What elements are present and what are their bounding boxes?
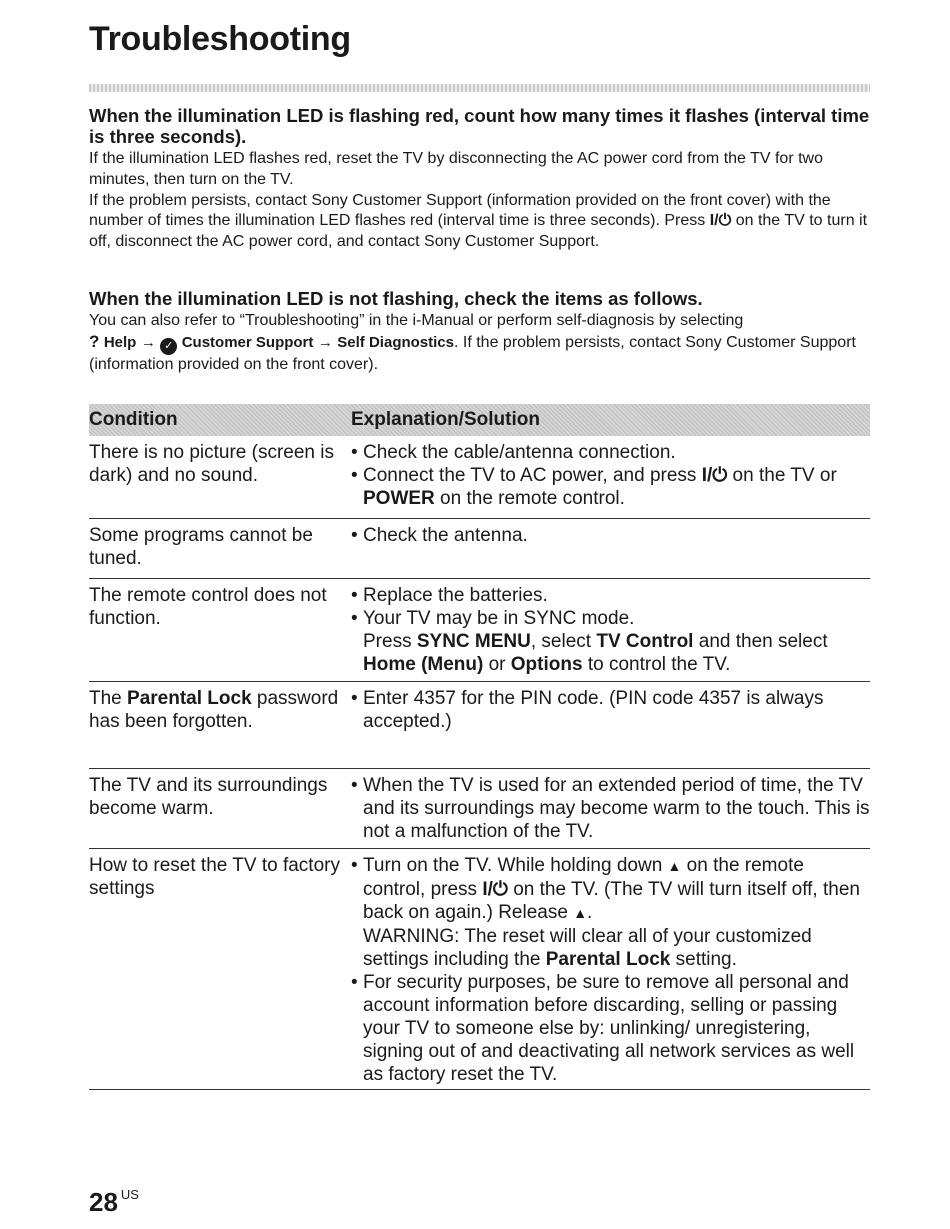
flashing-led-heading: When the illumination LED is flashing red, count how many times it flashes (interval time is three seconds). [89, 105, 870, 147]
flashing-led-contact-text: If the problem persists, contact Sony Customer Support (information provided on the front cover) with the number of times the illumination LED flashes red (interval time is three seconds). Press I/⏻ on the TV to turn it off, disconnect the AC power cord, and contact Sony Customer Support. [89, 191, 868, 251]
troubleshooting-table [89, 404, 870, 1090]
table-row [89, 519, 870, 579]
up-arrow-icon: ▲ [573, 905, 588, 921]
solution-cell: • Enter 4357 for the PIN code. (PIN code 4357 is always accepted.) [351, 687, 870, 733]
solution-cell: • Replace the batteries. • Your TV may be in SYNC mode. Press SYNC MENU, select TV Control and then select Home (Menu) or Options to control the TV. [351, 584, 870, 676]
not-flashing-heading: When the illumination LED is not flashing, check the items as follows. [89, 288, 703, 309]
customer-support-icon: ✓ [160, 338, 177, 355]
header-divider [89, 84, 870, 92]
condition-cell: The TV and its surroundings become warm. [89, 775, 328, 819]
condition-cell: Some programs cannot be tuned. [89, 525, 313, 569]
region-code: US [120, 1187, 139, 1202]
condition-header: Condition [89, 409, 178, 430]
power-symbol: I/⏻ [482, 879, 508, 900]
flashing-led-section [89, 105, 870, 253]
page-title: Troubleshooting [89, 20, 351, 58]
table-row [89, 682, 870, 769]
flashing-led-reset-text: If the illumination LED flashes red, reset the TV by disconnecting the AC power cord from the TV for two minutes, then turn on the TV. [89, 150, 823, 188]
customer-support-label: Customer Support [181, 333, 314, 351]
table-header [89, 404, 870, 436]
table-row [89, 579, 870, 682]
condition-cell: How to reset the TV to factory settings [89, 855, 340, 899]
condition-cell: The remote control does not function. [89, 585, 327, 629]
help-icon: ? [89, 331, 100, 351]
power-symbol: I/⏻ [709, 212, 732, 230]
table-row [89, 849, 870, 1090]
solution-cell: • Check the cable/antenna connection. • Connect the TV to AC power, and press I/⏻ on the TV or POWER on the remote control. [351, 441, 870, 510]
solution-cell: • Turn on the TV. While holding down ▲ on the remote control, press I/⏻ on the TV. (The TV will turn itself off, then back on again.) Release ▲. WARNING: The reset will clear all of your customized settings including the Parental Lock setting. • For security purposes, be sure to remove all personal and account information before discarding, selling or passing your TV to someone else by: unlinking/ unregistering, signing out of and deactivating all network services as well as factory reset the TV. [351, 854, 870, 1086]
page-number: 28 $^{US}$ [89, 1187, 139, 1217]
condition-cell: The Parental Lock password has been forgotten. [89, 688, 339, 732]
power-symbol: I/⏻ [701, 465, 728, 486]
up-arrow-icon: ▲ [667, 858, 682, 874]
condition-cell: There is no picture (screen is dark) and no sound. [89, 442, 334, 486]
solution-header: Explanation/Solution [351, 409, 540, 430]
help-menu-label: Help [103, 333, 137, 351]
table-row [89, 436, 870, 519]
table-row [89, 769, 870, 849]
solution-cell: • When the TV is used for an extended period of time, the TV and its surroundings may become warm to the touch. This is not a malfunction of the TV. [351, 774, 870, 843]
solution-cell: • Check the antenna. [351, 524, 870, 547]
self-diagnostics-label: Self Diagnostics [337, 333, 454, 351]
not-flashing-section [89, 288, 870, 376]
not-flashing-intro: You can also refer to “Troubleshooting” in the i-Manual or perform self-diagnosis by selecting ? Help → ✓ Customer Support → Self Diagnostics. If the problem persists, contact Sony Customer Support (information provided on the front cover). [89, 312, 856, 373]
